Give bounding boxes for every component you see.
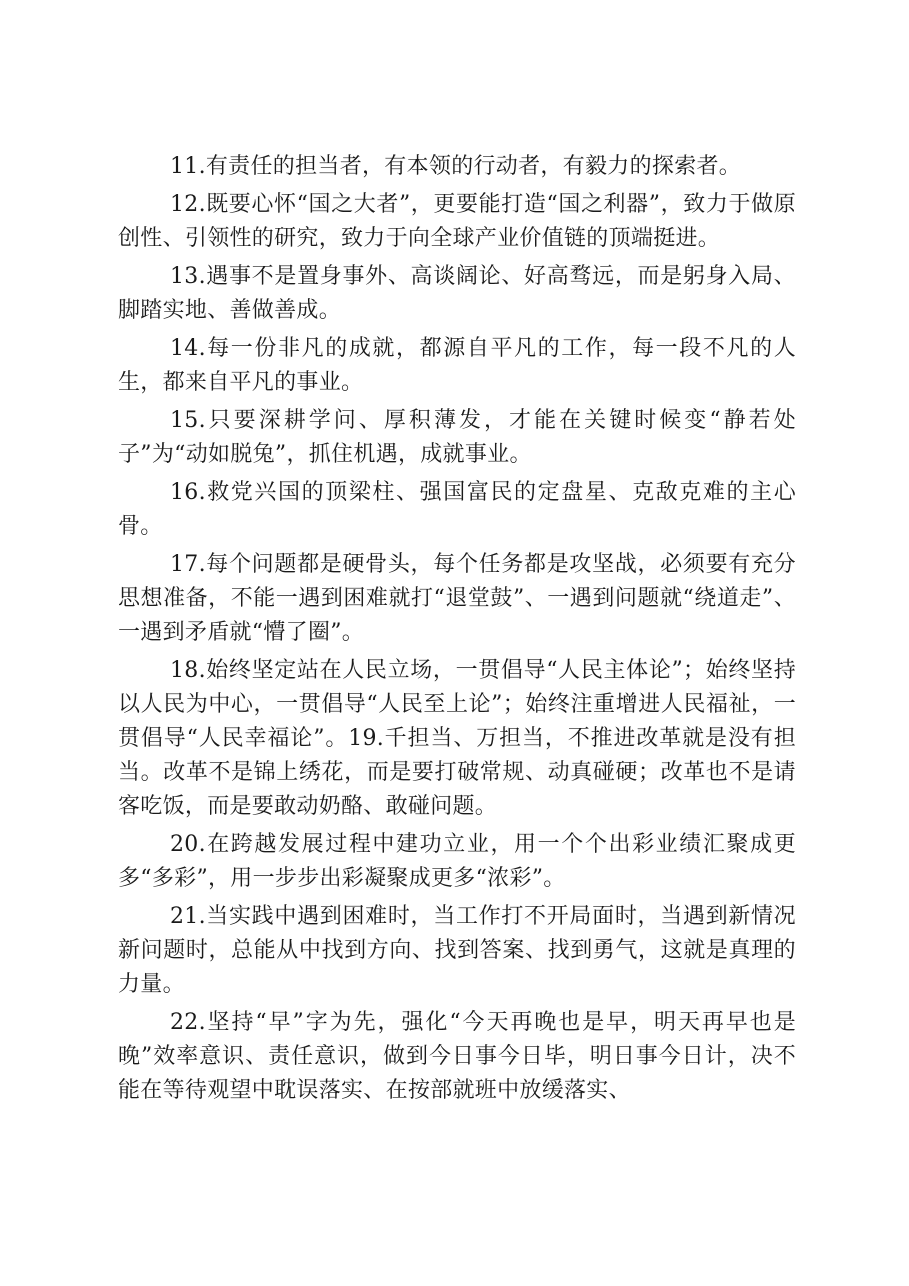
paragraph-15: 15.只要深耕学问、厚积薄发，才能在关键时候变“静若处子”为“动如脱兔”，抓住机遇，成就事业。 (118, 408, 796, 467)
document-body (118, 150, 796, 1112)
paragraph-16: 16.救党兴国的顶梁柱、强国富民的定盘星、克敌克难的主心骨。 (118, 480, 796, 539)
paragraph-21: 21.当实践中遇到困难时，当工作打不开局面时，当遇到新情况新问题时，总能从中找到方向、找到答案、找到勇气，这就是真理的力量。 (118, 904, 796, 997)
paragraph-20: 20.在跨越发展过程中建功立业，用一个个出彩业绩汇聚成更多“多彩”，用一步步出彩凝聚成更多“浓彩”。 (118, 832, 796, 891)
paragraph-11: 11.有责任的担当者，有本领的行动者，有毅力的探索者。 (170, 154, 742, 179)
paragraph-12: 12.既要心怀“国之大者”，更要能打造“国之利器”，致力于做原创性、引领性的研究，致力于向全球产业价值链的顶端挺进。 (118, 192, 796, 251)
paragraph-18-19: 18.始终坚定站在人民立场，一贯倡导“人民主体论”；始终坚持以人民为中心，一贯倡导“人民至上论”；始终注重增进人民福祉，一贯倡导“人民幸福论”。19.千担当、万担当，不推进改革就是没有担当。改革不是锦上绣花，而是要打破常规、动真碰硬；改革也不是请客吃饭，而是要敢动奶酪、敢碰问题。 (118, 658, 796, 819)
paragraph-14: 14.每一份非凡的成就，都源自平凡的工作，每一段不凡的人生，都来自平凡的事业。 (118, 336, 796, 395)
paragraph-13: 13.遇事不是置身事外、高谈阔论、好高骛远，而是躬身入局、脚踏实地、善做善成。 (118, 264, 796, 323)
paragraph-17: 17.每个问题都是硬骨头，每个任务都是攻坚战，必须要有充分思想准备，不能一遇到困难就打“退堂鼓”、一遇到问题就“绕道走”、一遇到矛盾就“懵了圈”。 (118, 552, 796, 645)
paragraph-22: 22.坚持“早”字为先，强化“今天再晚也是早，明天再早也是晚”效率意识、责任意识，做到今日事今日毕，明日事今日计，决不能在等待观望中耽误落实、在按部就班中放缓落实、 (118, 1010, 796, 1103)
